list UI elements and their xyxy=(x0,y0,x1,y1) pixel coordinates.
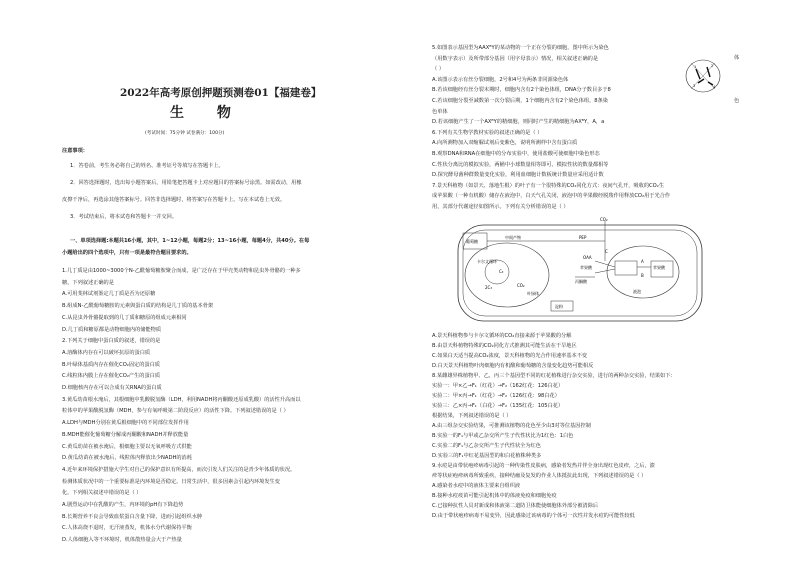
left-lines-5: D.几丁质和糖原都是动物细胞内的储能物质 xyxy=(62,326,162,333)
note-2a: 2．回答选择题时，选出每小题答案后，用铅笔把答题卡上对应题目的答案标号涂黑。如需改动，用橡 xyxy=(70,180,302,186)
left-lines-14: B.MDH能催化葡萄糖分解成丙酮酸和NADH并释放能量 xyxy=(62,431,189,438)
left-lines-10: D.细胞核内存在可以合成有关RNA的蛋白质 xyxy=(62,385,162,391)
right-lines-8: 6.下列有关生物学教材实验的叙述正确的是（ ） xyxy=(432,129,543,136)
right-lines-31: A.感染者水痘中的液体主要来自组织液 xyxy=(432,483,521,489)
left-lines-1: 糖。下列叙述正确的是 xyxy=(62,279,114,286)
right-lines-9: A.向所测物加入双缩脲试剂后变紫色，说明所测样中含有蛋白质 xyxy=(432,140,578,147)
right-lines-5: C.若该细胞分裂至减数第一次分裂后期，1个细胞内含有2个染色体组，8条染 xyxy=(432,98,608,104)
side-mark-1: 体 xyxy=(734,55,740,61)
diag-c: C xyxy=(605,249,608,254)
right-lines-7: D.若该细胞产生了一个AXᴮY的精细胞，则同时产生的精细胞为AXᴮY，A，a xyxy=(432,119,605,126)
right-lines-30: 疹等状症疱疹病毒所致重疾，接种结痂及复发的作业人体抵抗此出现，下列叙述错误的是（ ） xyxy=(432,473,647,479)
right-lines-34: D.由于带状疱疹病毒不易变异，因此感染过该病毒的个体可一次性并发水痘的可能性较低 xyxy=(432,513,635,519)
right-lines-14: 成苹果酸（一种有机酸）储存在液泡中，白天气孔关闭，液泡中的苹果酸经脱羧作用释放CO₂用于光合作 xyxy=(432,193,671,200)
right-lines-10: B.观察DNA和RNA在细胞中的分布实验中，使用盐酸可使细胞中染色形态 xyxy=(432,151,600,157)
diag-pyruvate: 丙酮酸 xyxy=(575,279,587,284)
diag-malate-1: 苹果酸 xyxy=(580,265,592,270)
inset-num-2: 2 xyxy=(711,64,714,68)
left-lines-15: C.黄瓜幼苗在被水淹后，根细胞主要以无氧呼吸方式供能 xyxy=(62,443,192,450)
diag-2c3: 2C₃ xyxy=(485,285,492,290)
notes-heading: 注意事项： xyxy=(62,148,88,154)
exam-title: 2022年高考原创押题预测卷01【福建卷】 xyxy=(120,87,322,99)
left-lines-18: 检测体质状况中的一个重要标准是内环境是否稳定。日常生活中，很多因素会引起内环境发生变 xyxy=(62,478,280,485)
right-lines-13: 7.景天科植物（如景天、落地生根）的叶子有一个很特殊的CO₂同化方式：夜间气孔开，吸收的CO₂生 xyxy=(432,182,665,189)
inset-num-3: 3 xyxy=(693,84,696,88)
right-lines-18: C.如果白天适当提高CO₂浓度，景天科植物的光合作用速率基本不变 xyxy=(432,353,588,359)
cam-pathway-diagram xyxy=(455,217,705,327)
diag-vacuole: 液泡 xyxy=(633,289,641,294)
diag-co2-inner: CO₂ xyxy=(517,283,525,288)
diag-co2-top: CO₂ xyxy=(600,217,608,222)
right-lines-33: C.已接种抗性人员对新成和体液第二道防卫体能使细胞体外部分被清除后 xyxy=(432,503,599,509)
right-lines-24: 根据结果，下列叙述错误的是（ ） xyxy=(432,413,512,419)
left-lines-13: A.LDH与MDH分别在黄瓜根细胞中的不同部位发挥作用 xyxy=(62,420,189,427)
diag-intermediate: 中间产物 xyxy=(505,235,521,240)
diag-malate-2: 苹果酸 xyxy=(653,265,665,270)
right-lines-26: B.实验一的F₁与甲或乙杂交所产生子代性状比为1红色：1白色 xyxy=(432,433,574,439)
note-2b: 皮擦干净后，再选涂其他答案标号。回答非选择题时，将答案写在答题卡上。写在本试卷上无效。 xyxy=(62,197,286,203)
right-lines-6: 色单体 xyxy=(432,108,448,115)
diag-c3: C₃ xyxy=(499,269,504,274)
exam-info: (考试时间：75分钟 试卷满分：100分) xyxy=(145,131,225,136)
left-lines-2: A.可用斐林试剂鉴定几丁质是否为还原糖 xyxy=(62,291,156,298)
right-lines-16: A.景天科植物参与卡尔文循环的CO₂直接来源于苹果酸的分解 xyxy=(432,333,572,339)
right-lines-21: 实验一：甲×乙→F₁（红花）→F₂（162红花：126白花） xyxy=(432,383,564,389)
right-lines-19: D.白天景天科植物叶肉细胞内有机酸和葡萄糖的含量变化趋势可能相反 xyxy=(432,363,594,369)
right-lines-20: 8.某雌雄异株植物甲、乙，丙三个基因型不同的红花植株进行杂交实验，进行的两种杂交实验，结果如下： xyxy=(432,373,676,379)
section1-heading: 一、单项选择题:本题共16小题，其中，1~12小题，每题2分；13~16小题，每题4分，共40分。在每 xyxy=(70,238,310,244)
left-lines-21: B.长期营养不良会导致血浆蛋白含量下降，进而引起组织水肿 xyxy=(62,513,203,520)
left-lines-11: 3.黄瓜幼苗根水淹后，其根细胞中乳酸脱氢酶（LDH，利用NADH将丙酮酸还原成乳酸）的活性升高而以 xyxy=(62,396,301,403)
right-lines-3: A.该图示表示有丝分裂细胞，2号和4号为两条非同源染色体 xyxy=(432,76,569,83)
diag-b: B xyxy=(641,273,644,278)
left-lines-6: 2.下列关于细胞中蛋白质的叙述，错误的是 xyxy=(62,338,161,345)
right-lines-1: （用数字表示）及所带部分基因（用字母表示）情况，相关叙述正确的是 xyxy=(432,55,599,62)
left-lines-20: A.剧烈运动中在乳酸的产生，内环境的pH有下降趋势 xyxy=(62,502,184,508)
right-lines-22: 实验二：甲×丙→F₁（红花）→F₂（126红花：98白花） xyxy=(432,393,560,399)
subject-title: 生 物 xyxy=(170,105,245,121)
left-lines-19: 化。下列相关叙述中错误的是（ ） xyxy=(62,490,142,497)
right-lines-23: 实验三：乙×丙→F₁（白花）→F₂（135红花：105白花） xyxy=(432,403,564,409)
right-lines-17: B.由景天科植物特殊的CO₂同化方式推测其可能生活在干旱地区 xyxy=(432,343,577,349)
note-3: 3．考试结束后，将本试卷和答题卡一并交回。 xyxy=(70,214,178,220)
left-lines-7: A.溶酶体内存在可以破坏抗原的蛋白质 xyxy=(62,349,151,356)
inset-num-1: 1 xyxy=(694,65,697,69)
left-lines-23: D.人体细胞入等不环境时，机体散热量会大于产热量 xyxy=(62,537,182,544)
right-lines-32: B.接种水痘疫苗可能引起机体中的体液免疫和细胞免疫 xyxy=(432,493,557,499)
diag-oaa: OAA xyxy=(583,255,592,260)
right-lines-25: A.由三组杂交实验结果，可推测该植物的花色至少由3对等位基因控制 xyxy=(432,423,591,429)
left-lines-8: B.叶绿体基质内存在催化CO₂固定的蛋白质 xyxy=(62,361,160,368)
diag-a: A xyxy=(641,259,644,264)
right-lines-28: D.实验三的F₁中红花基因型的和白花植株种类多 xyxy=(432,453,542,459)
inset-num-4: 4 xyxy=(713,85,716,89)
right-lines-27: C.实验二的F₁与乙杂交所产生子代性状全为红色 xyxy=(432,443,541,449)
diag-glucose: 葡萄糖 xyxy=(466,239,478,244)
section1-heading2: 小题给出的四个选项中，只有一项是最符合题目要求的。 xyxy=(62,250,192,256)
right-lines-11: C.性状分离比的模拟实验，两桶中小球数量相等即可，模拟性状的数量都相等 xyxy=(432,161,609,168)
right-lines-15: 用，其部分代谢途径如图所示。下列有关分析错误的是（ ） xyxy=(432,204,569,210)
diag-starch: 淀粉 xyxy=(555,304,563,309)
right-lines-12: D.探究酵母菌种群数量变化实验，利用血细胞计数板统计数量应采用适计数 xyxy=(432,172,604,179)
right-lines-0: 5.如图表示基因型为AAXᴮY的某动物的一个正在分裂的细胞，图中所示为染色 xyxy=(432,45,609,51)
left-lines-9: C.线粒体内膜上存在催化CO₂产生的蛋白质 xyxy=(62,373,161,380)
left-lines-12: 粒体中的苹果酸脱氢酶（MDH，参与有氧呼吸第二阶段反应）的活性下降。下列叙述错误的是（ ） xyxy=(62,408,289,415)
left-lines-3: B.組成N-乙酰葡萄糖胺的元素與蛋白质的结构是几丁质的基本骨架 xyxy=(62,303,214,310)
left-lines-16: D.黄瓜幼苗在被水淹后，线粒体内释放出少NADH的消耗 xyxy=(62,455,192,462)
right-lines-4: B.若该细胞经有丝分裂末期时，细胞内含有2个染色体组，DNA分子数目多于8 xyxy=(432,87,611,94)
left-lines-0: 1.几丁质是由1000~3000个N-乙酰葡萄糖胺聚合而成，是广泛存在于甲壳类动物和昆虫外骨骼的一种多 xyxy=(62,268,301,274)
diag-pep: PEP xyxy=(579,235,587,240)
chromosome-cell-figure xyxy=(683,55,723,97)
note-1: 1．答卷前，考生务必将自己的姓名、准考证号等填写在答题卡上。 xyxy=(70,163,224,169)
side-mark-2: 色 xyxy=(734,98,740,104)
diag-calvin: 卡尔文循环 xyxy=(477,259,497,264)
left-lines-17: 4.近年来环境保护措施大学生对自己的保护意识有所提高，而次引发人们关注的是青少年体质的状况。 xyxy=(62,466,296,473)
right-lines-29: 9.水痘是由带状疱疹病毒引起的一种传染性皮肤病，感染者发热并伴全身出现红色皮疹，之后，溃 xyxy=(432,463,655,469)
right-lines-2: （ ） xyxy=(432,66,445,73)
diag-chloroplast: 叶绿体 xyxy=(527,291,539,296)
left-lines-4: C.从昆虫外骨骼提取到的几丁质和糖原的组成元素相同 xyxy=(62,314,187,321)
left-lines-22: C.人体高烧不退时，无汗液蒸发，机体水分代谢保持平衡 xyxy=(62,525,192,532)
